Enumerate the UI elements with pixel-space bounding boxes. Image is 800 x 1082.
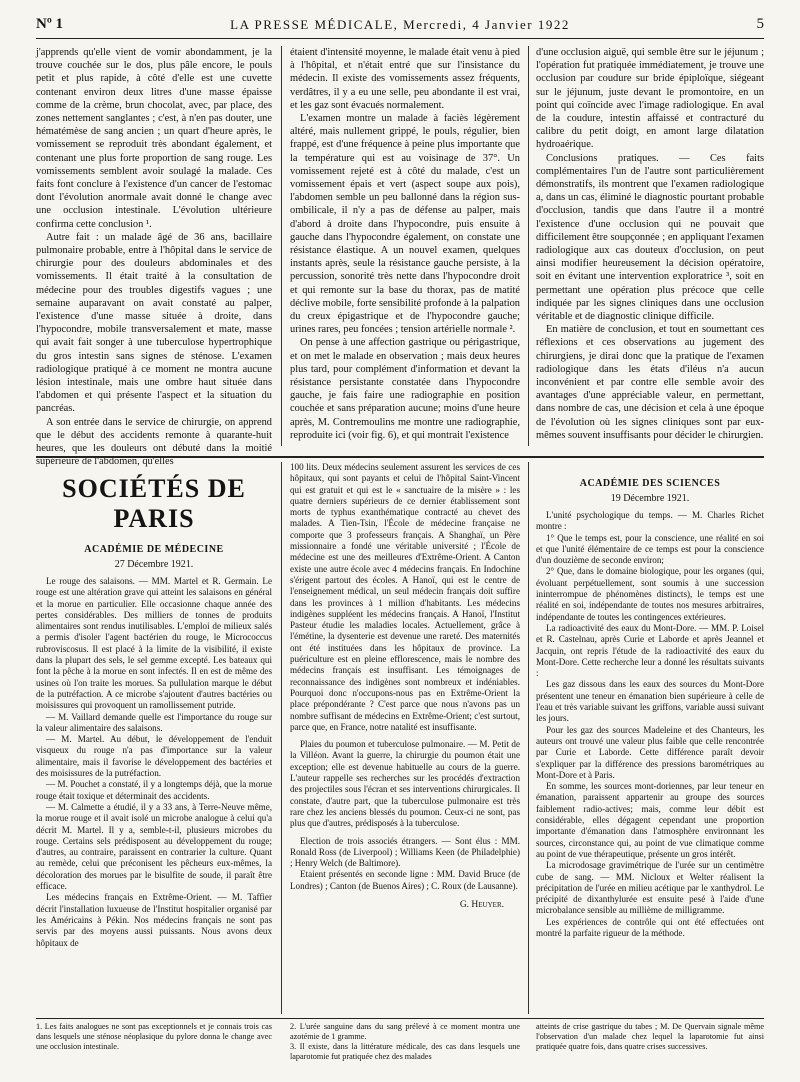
footnote: 2. L'urée sanguine dans du sang prélevé à ce moment montra une azotémie de 1 gramme.	[290, 1022, 520, 1041]
societes-banner: SOCIÉTÉS DE PARIS	[62, 474, 246, 533]
article-paragraph: L'examen montre un malade à faciès légèrement altéré, mais nullement grippé, le pouls, régulier, bien frappé, est d'une fréquence à peine plus importante que la température qui est au voisinage de 37°. Un vomissement rejeté est à côté du malade, c'est un vomissement épais et vert (aspect soupe aux pois), l'abdomen semble un peu ballonné dans la région sus-ombilicale, il n'y a pas de défense au palper, mais d'abord à droite dans l'hypocondre, puis ensuite à gauche dans l'hypocondre également, on constate une résistance élastique. A un nouvel examen, quelques instants après, seule la résistance gauche persiste, à la percussion, sonorité très nette dans l'hypocondre droit et qui remonte sur la base du thorax, pas de matité déclive mobile, forte sensibilité profonde à la palpation du creux épigastrique et de l'hypocondre gauche; urines rares, peu foncées ; tension artérielle normale ².	[290, 113, 520, 336]
article-paragraph: j'apprends qu'elle vient de vomir abondamment, je la trouve couchée sur le dos, plus pâle encore, le pouls petit et plus rapide, à côté d'elle est une cuvette contenant environ deux litres d'une masse épaisse comme de la crème, brun chocolat, avec, par place, des zones nettement sanglantes ; c'est, à n'en pas douter, une hématémèse de sang ancien ; un quart d'heure après, le vomissement se reproduit très abondant également, et contenant une plus forte proportion de sang rouge. Les vomissements semblent avoir soulagé la malade. Ces faits font conclure à l'existence d'un cancer de l'estomac dont l'évolution anormale avait donné le change avec une occlusion intestinale. L'évolution ultérieure confirma cette conclusion ¹.	[36, 47, 272, 230]
societes-column-1	[36, 462, 272, 1014]
article-column-1	[36, 46, 272, 468]
article-column-3	[536, 46, 764, 452]
societes-column-3	[536, 462, 764, 1014]
footnote-column-1	[36, 1022, 272, 1072]
report-paragraph: — M. Vaillard demande quelle est l'importance du rouge sur la valeur alimentaire des salaisons.	[36, 711, 272, 733]
footnote-column-2	[290, 1022, 520, 1072]
report-paragraph: 2° Que, dans le domaine biologique, pour les organes (qui, évoluant perpétuellement, sont soumis à une succession ininterrompue de phénomènes distincts), le temps est une réalité en soi, indépendante de toutes nos mesures arbitraires, indépendante de toutes les contingences extérieures.	[536, 566, 764, 622]
article-paragraph: En matière de conclusion, et tout en soumettant ces réflexions et ces observations au jugement des chirurgiens, je dirai donc que la pratique de l'examen radiologique dans les états d'iléus n'a aucun inconvénient et par contre elle semble avoir des avantages d'une appréciable valeur, en permettant, dans nombre de cas, une décision et cela à une époque de l'évolution où les signes cliniques sont par eux-mêmes souvent insuffisants pour décider le chirurgien.	[536, 324, 764, 441]
report-paragraph: Les gaz dissous dans les eaux des sources du Mont-Dore présentent une teneur en émanation bien supérieure à celle de l'eau et très variable suivant les griffons, variable aussi suivant les jours.	[536, 679, 764, 724]
article-paragraph: Autre fait : un malade âgé de 36 ans, bacillaire pulmonaire probable, entre à l'hôpital dans le service de chirurgie pour des douleurs abdominales et des vomissements. Il était traité à la consultation de médecine pour des troubles digestifs vagues ; une semaine auparavant on avait constaté au palper, l'existence d'une masse située à droite, dans l'hypocondre, mobile transversalement et mate, masse qui avait fait songer à une tuberculose hypertrophique du gros intestin sans signes de sténose. L'examen radiologique pratiqué à ce moment ne montra aucune lésion intestinale, mais une ombre haut située dans l'abdomen et qui présente l'aspect et la situation du pancréas.	[36, 231, 272, 415]
report-paragraph: L'unité psychologique du temps. — M. Charles Richet montre :	[536, 510, 764, 532]
academie-medecine-heading: ACADÉMIE DE MÉDECINE	[84, 544, 224, 555]
footnote-rule	[36, 1018, 764, 1019]
report-paragraph: Pour les gaz des sources Madeleine et des Chanteurs, les auteurs ont trouvé une valeur plus faible que celle rencontrée par Curie et Laborde. Cette différence paraît devoir s'expliquer par la différence des pressions barométriques au Mont-Dore et à Paris.	[536, 724, 764, 780]
report-paragraph: Etaient présentés en seconde ligne : MM. David Bruce (de Londres) ; Canton (de Buenos Aires) ; C. Roux (de Lausanne).	[290, 869, 520, 891]
report-paragraph: — M. Calmette a étudié, il y a 33 ans, à Terre-Neuve même, la morue rouge et il avait isolé un microbe analogue à celui qu'a décrit M. Martel. Il y a, semble-t-il, plusieurs microbes du rouge. Certains sels prédisposent au développement du rouge; d'autres, au contraire, paraissent en contrarier la culture. Quant au remède, celui que préconisent les pêcheurs eux-mêmes, la décoloration des morues par le bisulfite de soude, il paraît être efficace.	[36, 801, 272, 892]
report-paragraph: Election de trois associés étrangers. — Sont élus : MM. Ronald Ross (de Liverpool) ; Williams Keen (de Philadelphie) ; Henry Welch (de Baltimore).	[290, 835, 520, 869]
article-paragraph: On pense à une affection gastrique ou périgastrique, et on met le malade en observation ; mais deux heures plus tard, pour complément d'information et devant la résistance persistante constatée dans l'hypocondre gauche, je fais faire une radiographie en position couchée et sans préparation aucune; moins d'une heure après, M. Contremoulins me montre une radiographie, reproduite ici (voir fig. 6), et qui montrait l'existence	[290, 337, 520, 441]
article-paragraph: A son entrée dans le service de chirurgie, on apprend que le début des accidents remonte à quarante-huit heures, que les douleurs ont débuté dans la moitié supérieure de l'abdomen, qu'elles	[36, 416, 272, 468]
newspaper-page	[36, 14, 764, 1074]
column-divider	[528, 46, 529, 446]
page-number-right: 5	[756, 16, 764, 32]
page-header	[36, 14, 764, 38]
academie-sciences-date: 19 Décembre 1921.	[610, 493, 690, 504]
report-paragraph: Plaies du poumon et tuberculose pulmonaire. — M. Petit de la Villéon. Avant la guerre, la chirurgie du poumon était une exception; elle est devenue habituelle au cours de la guerre. L'auteur rappelle ses recherches sur les procédés d'extraction des projectiles sous l'écran et ses interventions chirurgicales. Il constate, d'autre part, que la tuberculose pulmonaire est très rare chez les anciens blessés du poumon. Ceux-ci ne sont, pas plus que d'autres, prédisposés à la tuberculose.	[290, 739, 520, 829]
societes-column-2	[290, 462, 520, 1014]
column-divider	[281, 462, 282, 1014]
report-paragraph: 1° Que le temps est, pour la conscience, une réalité en soi et que l'unité élémentaire de ce temps est pour la conscience d'un douzième de seconde environ;	[536, 532, 764, 566]
footnote: 1. Les faits analogues ne sont pas exceptionnels et je connais trois cas dans lesquels une sténose néoplasique du pylore donna le change avec une occlusion intestinale.	[36, 1022, 272, 1051]
report-paragraph: 100 lits. Deux médecins seulement assurent les services de ces hôpitaux, qui sont payants et celui de l'hôpital Saint-Vincent qui est gratuit et qui est le « sanctuaire de la misère » : les quatre derniers supérieurs de ce dernier établissement sont morts de typhus exanthématique contracté au chevet des malades. A Tien-Tsin, l'École de médecine française ne comporte que 3 professeurs français. A Shanghaï, un Père missionnaire a fondé une véritable université ; l'École de médecine est une des meilleures d'Extrême-Orient. A Canton existe une autre école avec 4 médecins français. En Indochine s'érigent partout des écoles. A Hanoï, qui est le centre de l'enseignement médical, un seul médecin français doit suffire dans les provinces à 1 million d'habitants. Les médecins indigènes suppléent les médecins français. A Hanoï, l'Institut Pasteur étudie les maladies locales. Actuellement, grâce à l'émétine, la dysenterie est devenue une rareté. Des maternités ont été instituées dans les hôpitaux de province. La puériculture est en pleine efflorescence, mais le nombre des médecins français est insuffisant. Les témoignages de reconnaissance des indigènes sont nombreux et indéniables. Pourquoi donc n'occupons-nous pas en Extrême-Orient la place prépondérante ? C'est parce que nous n'avons pas un nombre suffisant de médecins en Extrême-Orient; c'est surtout, parce que, en France, notre natalité est insuffisante.	[290, 462, 520, 732]
report-paragraph: — M. Pouchet a constaté, il y a longtemps déjà, que la morue rouge était toxique et déterminait des accidents.	[36, 779, 272, 801]
column-divider	[528, 462, 529, 1014]
page-number-left: Nº 1	[36, 16, 64, 32]
report-paragraph: — M. Martel. Au début, le développement de l'enduit visqueux du rouge n'a pas d'importance sur la valeur alimentaire, mais il favorise le développement des bactéries et des moisissures de la putréfaction.	[36, 734, 272, 779]
report-paragraph: La microdosage gravimétrique de l'urée sur un centimètre cube de sang. — MM. Nicloux et Welter réalisent la précipitation de l'urée en milieu acétique par le xanthydrol. Le précipité de dixanthylurée est ensuite pesé à l'aide d'une microbalance sensible au millième de milligramme.	[536, 860, 764, 916]
report-paragraph: Les médecins français en Extrême-Orient. — M. Taffier décrit l'installation luxueuse de l'Institut hospitalier organisé par les Américains à Pékin. Nos médecins français ne sont pas servis par des moyens aussi puissants. Nous avons deux hôpitaux de	[36, 892, 272, 948]
academie-medecine-date: 27 Décembre 1921.	[114, 559, 194, 570]
article-column-2	[290, 46, 520, 452]
footnote: atteints de crise gastrique du tabes ; M. De Quervain signale même l'observation d'un malade chez lequel la laparotomie fut ainsi pratiquée quatre fois, dans quatre crises successives.	[536, 1022, 764, 1051]
report-paragraph: Le rouge des salaisons. — MM. Martel et R. Germain. Le rouge est une altération grave qui atteint les salaisons en général et la morue en particulier. Elle occasionne chaque année des pertes considérables. Des milliers de tonnes de produits alimentaires sont rendus inutilisables. L'emploi de milieux salés a permis d'isoler l'agent bactérien du rouge, le Micrococcus rubroviscosus. Il est placé à la limite de la visibilité, il existe dans la plupart des sels, le sel gemme excepté. Les bateaux qui font la pêche à la morue en sont infectés. Il en est de même des usines où l'on traite les morues. Sa pullulation marque le début de la putréfaction. A ce microbe s'ajoutent d'autres bactéries ou moisissures qui provoquent un ramollissement putride.	[36, 576, 272, 711]
article-paragraph: d'une occlusion aiguë, qui semble être sur le jéjunum ; l'opération fut pratiquée immédiatement, je trouve une occlusion par coudure sur bride épiploïque, siégeant sur le jéjunum, juste devant le promontoire, en un point qui coïncide avec l'image radiologique. En aval de la coudure, intestin affaissé et contracturé du calibre du petit doigt, en amont large dilatation hydroaérique.	[536, 47, 764, 151]
column-divider	[281, 46, 282, 446]
header-rule	[36, 38, 764, 39]
academie-sciences-heading: ACADÉMIE DES SCIENCES	[579, 478, 721, 489]
report-paragraph: Les expériences de contrôle qui ont été effectuées ont montré la parfaite rigueur de la méthode.	[536, 916, 764, 938]
article-paragraph: Conclusions pratiques. — Ces faits complémentaires l'un de l'autre sont particulièrement démonstratifs, ils montrent que l'examen radiologique a, dans un cas, éliminé le diagnostic pourtant probable d'occlusion, tandis que dans l'autre il a montré l'existence d'une occlusion qui ne pouvait que difficilement être soupçonnée ; en appliquant l'examen radiologique aux cas douteux d'occlusion, on peut ainsi modifier heureusement la décision opératoire, soit en évitant une intervention exploratrice ³, soit en permettant une opération plus précoce que celle indiquée par les signes cliniques dans une occlusion véritable et de diagnostic clinique difficile.	[536, 152, 764, 323]
footnote-column-3	[536, 1022, 764, 1072]
author-signature: G. Heuyer.	[459, 899, 504, 910]
report-paragraph: En somme, les sources mont-doriennes, par leur teneur en émanation, paraissent appartenir au groupe des sources faiblement radio-actives; mais, comme leur débit est considérable, elles dégagent cependant une proportion importante d'émanation dans l'atmosphère environnant les sources, circonstance qui, au point de vue climatique comme au point de vue thérapeutique, présente un gros intérêt.	[536, 781, 764, 859]
journal-title: LA PRESSE MÉDICALE, Mercredi, 4 Janvier 1922	[230, 17, 570, 32]
footnote: 3. Il existe, dans la littérature médicale, des cas dans lesquels une laparotomie fut pratiquée chez des malades	[290, 1042, 520, 1061]
article-paragraph: étaient d'intensité moyenne, le malade était venu à pied à l'hôpital, et n'était entré que sur l'insistance du médecin. Il existe des vomissements assez fréquents, verdâtres, il y a eu une selle, peu abondante il est vrai, et les gaz sont évacués normalement.	[290, 47, 520, 111]
report-paragraph: La radioactivité des eaux du Mont-Dore. — MM. P. Loisel et R. Castelnau, après Curie et Laborde et après Jeannel et Jacquin, ont repris l'étude de la radioactivité des eaux du Mont-Dore. Cette recherche leur a donné les résultats suivants :	[536, 622, 764, 679]
section-rule	[36, 456, 764, 458]
